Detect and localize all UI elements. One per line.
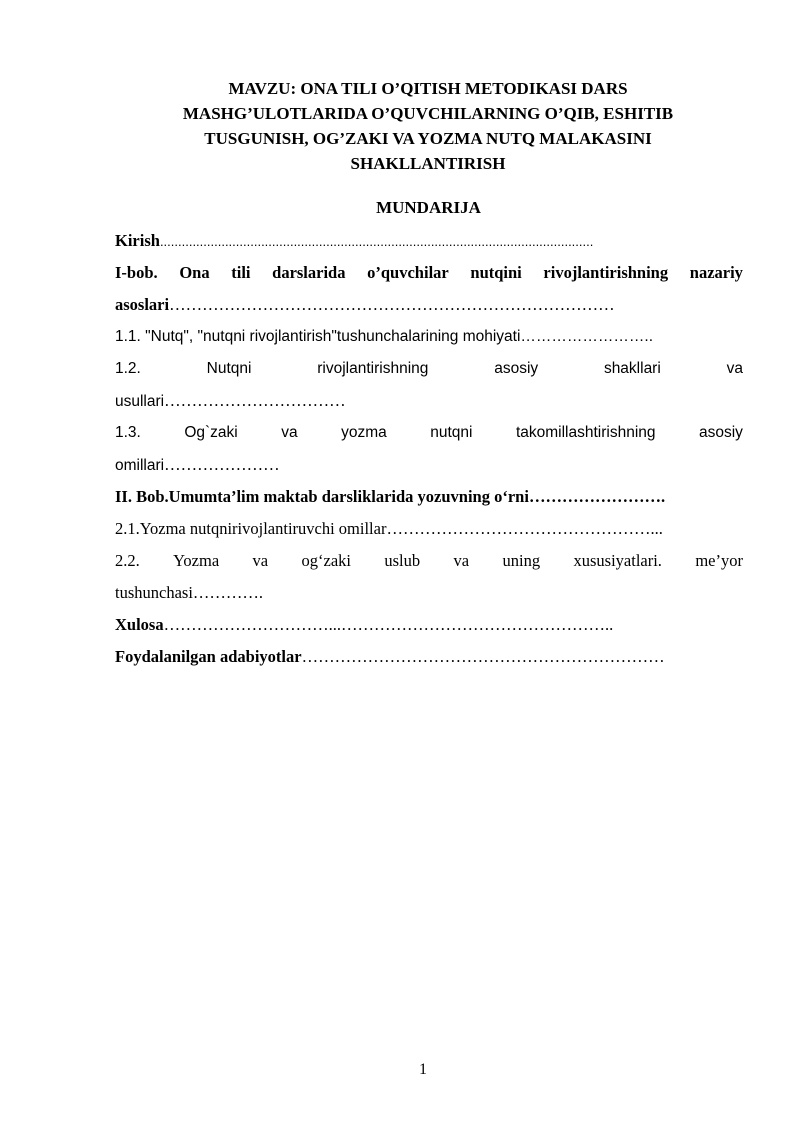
title-line-2: MASHG’ULOTLARIDA O’QUVCHILARNING O’QIB, ESHITIB	[182, 104, 674, 123]
toc-label-omillari: omillari	[115, 457, 165, 474]
toc-dots: ……………………..	[520, 328, 654, 345]
toc-word: nutqni	[430, 424, 473, 441]
toc-word: xususiyatlari.	[573, 551, 662, 570]
toc-heading: MUNDARIJA	[376, 198, 481, 217]
toc-label-adabiyotlar: Foydalanilgan adabiyotlar	[115, 647, 302, 666]
toc-entry-1-3[interactable]	[115, 420, 743, 452]
toc-entry-chapter-1-cont[interactable]	[115, 292, 743, 324]
toc-word: Og`zaki	[184, 424, 238, 441]
toc-dots: …………………….	[528, 487, 666, 506]
toc-dots: ………………………………………………………………………	[169, 295, 615, 314]
toc-word: asosiy	[699, 424, 743, 441]
toc-word: rivojlantirishning	[543, 263, 669, 282]
toc-word: asosiy	[494, 360, 539, 377]
toc-label-1-1: 1.1. "Nutq", "nutqni rivojlantirish"tushunchalarining mohiyati	[115, 328, 521, 345]
toc-entry-1-2[interactable]	[115, 356, 743, 388]
toc-word: va	[453, 551, 470, 570]
toc-label-tushunchasi: tushunchasi	[115, 583, 193, 602]
toc-word: uslub	[384, 551, 421, 570]
toc-word: I-bob.	[115, 263, 158, 282]
toc-label-kirish: Kirish	[115, 231, 160, 250]
title-line-1: MAVZU: ONA TILI O’QITISH METODIKASI DARS	[228, 79, 628, 98]
toc-entry-2-2-cont[interactable]	[115, 580, 743, 612]
toc-word: yozma	[341, 424, 387, 441]
toc-dots: …………………	[164, 455, 280, 474]
toc-word: me’yor	[695, 551, 743, 570]
toc-word: Nutqni	[206, 360, 252, 377]
toc-word: 2.2.	[115, 551, 140, 570]
toc-word: Ona	[179, 263, 210, 282]
toc-entry-chapter-1[interactable]	[115, 260, 743, 292]
toc-entry-2-1[interactable]	[115, 516, 743, 548]
toc-word: shakllari	[603, 360, 661, 377]
toc-entry-xulosa[interactable]	[115, 612, 743, 644]
toc-entry-2-2[interactable]	[115, 548, 743, 580]
toc-word: va	[252, 551, 269, 570]
toc-word: rivojlantirishning	[317, 360, 429, 377]
toc-word: va	[281, 424, 298, 441]
toc-entry-kirish[interactable]	[115, 228, 743, 260]
toc-dots: …………………………………………………………	[301, 647, 665, 666]
toc-label-2-1: 2.1.Yozma nutqnirivojlantiruvchi omillar	[115, 519, 387, 538]
toc-dots: ………….	[192, 583, 264, 602]
toc-dots: ……………………………	[164, 391, 346, 410]
toc-word: darslarida	[272, 263, 346, 282]
toc-word: nutqini	[470, 263, 522, 282]
table-of-contents	[115, 228, 743, 676]
toc-word: uning	[502, 551, 541, 570]
toc-word: o’quvchilar	[367, 263, 449, 282]
title-line-4: SHAKLLANTIRISH	[350, 154, 506, 173]
toc-entry-adabiyotlar[interactable]	[115, 644, 743, 676]
toc-word: 1.3.	[115, 424, 141, 441]
toc-dots: ........................................................................................................................	[159, 234, 594, 249]
toc-dots: …………………………...…………………………………………..	[163, 615, 614, 634]
toc-label-chapter-2: II. Bob.Umumta’lim maktab darsliklarida yozuvning o‘rni	[115, 487, 529, 506]
toc-word: Yozma	[173, 551, 220, 570]
toc-dots: …………………………………………...	[386, 519, 663, 538]
toc-label-xulosa: Xulosa	[115, 615, 164, 634]
title-line-3: TUSGUNISH, OG’ZAKI VA YOZMA NUTQ MALAKASINI	[204, 129, 652, 148]
toc-word: 1.2.	[115, 360, 141, 377]
toc-word: nazariy	[689, 263, 743, 282]
document-title	[150, 76, 706, 176]
toc-entry-1-2-cont[interactable]	[115, 388, 743, 420]
toc-label-asoslari: asoslari	[115, 295, 170, 314]
toc-word: tili	[231, 263, 251, 282]
toc-label-usullari: usullari	[115, 393, 165, 410]
toc-entry-chapter-2[interactable]	[115, 484, 743, 516]
toc-word: og‘zaki	[301, 551, 351, 570]
toc-entry-1-1[interactable]	[115, 324, 743, 356]
page-number: 1	[419, 1061, 427, 1078]
toc-word: va	[726, 360, 743, 377]
toc-word: takomillashtirishning	[515, 424, 656, 441]
toc-entry-1-3-cont[interactable]	[115, 452, 743, 484]
